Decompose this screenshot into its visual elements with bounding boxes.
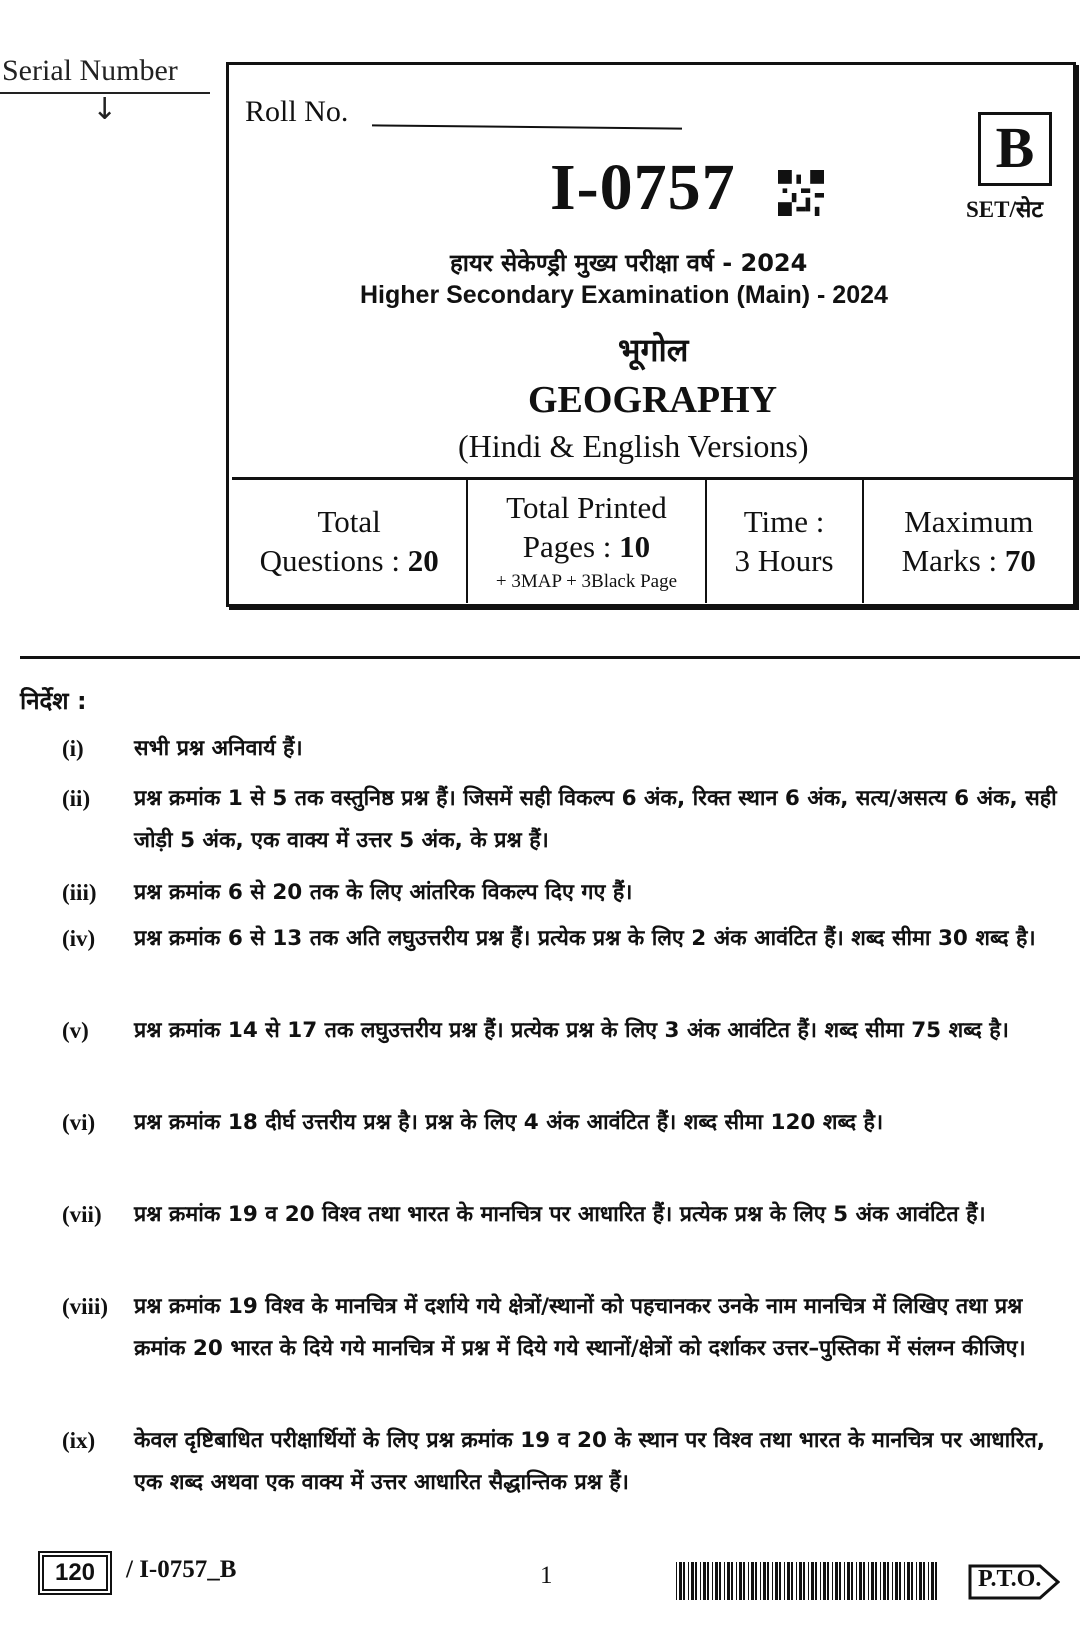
total-pages-row xyxy=(523,528,650,567)
instruction-number: (iv) xyxy=(62,926,96,951)
time-label: Time : xyxy=(743,503,825,539)
instruction-item xyxy=(62,728,1074,770)
instruction-text: प्रश्न क्रमांक 18 दीर्घ उत्तरीय प्रश्न है। प्रश्न के लिए 4 अंक आवंटित हैं। शब्द सीमा 120 शब्द है। xyxy=(134,1110,884,1135)
instruction-text: प्रश्न क्रमांक 6 से 13 तक अति लघुउत्तरीय प्रश्न हैं। प्रत्येक प्रश्न के लिए 2 अंक आवंटित हैं। शब्द सीमा 30 शब्द है। xyxy=(134,926,1036,951)
instruction-item xyxy=(62,1102,1074,1144)
set-label: SET/सेट xyxy=(966,197,1044,222)
time-value: 3 Hours xyxy=(734,542,834,578)
instruction-item xyxy=(62,1194,1074,1236)
instruction-text: प्रश्न क्रमांक 6 से 20 तक के लिए आंतरिक विकल्प दिए गए हैं। xyxy=(134,880,633,905)
max-marks-row xyxy=(902,542,1036,581)
instruction-number: (i) xyxy=(62,736,84,761)
set-badge: B xyxy=(978,112,1052,186)
total-questions-label: Total xyxy=(317,503,381,539)
instruction-item xyxy=(62,778,1074,862)
total-questions-label-2: Questions : xyxy=(259,542,400,578)
max-marks-value: 70 xyxy=(1004,542,1036,578)
barcode-icon xyxy=(676,1562,942,1600)
roll-number-label: Roll No. xyxy=(245,95,349,128)
footer-number-box: 120 xyxy=(42,1555,108,1591)
versions-note: (Hindi & English Versions) xyxy=(458,428,809,464)
total-questions-cell xyxy=(232,480,468,603)
instruction-number: (vii) xyxy=(62,1202,102,1227)
max-marks-label: Maximum xyxy=(904,503,1034,539)
instruction-item xyxy=(62,1010,1074,1052)
total-pages-label-2: Pages : xyxy=(522,528,612,564)
instruction-item xyxy=(62,918,1074,960)
instruction-number: (ii) xyxy=(62,786,91,811)
down-arrow-icon: ↓ xyxy=(92,92,118,127)
instruction-text: प्रश्न क्रमांक 19 व 20 विश्व तथा भारत के मानचित्र पर आधारित हैं। प्रत्येक प्रश्न के लिए 5 अंक आवंटित हैं। xyxy=(134,1202,986,1227)
instruction-number: (ix) xyxy=(62,1428,96,1453)
exam-title-english: Higher Secondary Examination (Main) - 2024 xyxy=(360,281,888,309)
instruction-item xyxy=(62,872,1074,914)
exam-title-hindi: हायर सेकेण्ड्री मुख्य परीक्षा वर्ष - 2024 xyxy=(450,249,808,277)
pto-label: P.T.O. xyxy=(978,1566,1042,1592)
section-divider xyxy=(20,656,1080,659)
page-number: 1 xyxy=(540,1562,553,1589)
instruction-text: सभी प्रश्न अनिवार्य हैं। xyxy=(134,736,303,761)
instruction-number: (vi) xyxy=(62,1110,96,1135)
max-marks-label-2: Marks : xyxy=(901,542,998,578)
subject-title-english: GEOGRAPHY xyxy=(528,379,778,421)
instruction-item xyxy=(62,1420,1074,1504)
total-questions-row xyxy=(260,542,439,581)
paper-code: I-0757 xyxy=(550,151,736,224)
instruction-text: प्रश्न क्रमांक 14 से 17 तक लघुउत्तरीय प्रश्न हैं। प्रत्येक प्रश्न के लिए 3 अंक आवंटित हैं। शब्द सीमा 75 शब्द है। xyxy=(134,1018,1009,1043)
qr-code-icon xyxy=(778,170,824,216)
instruction-text: केवल दृष्टिबाधित परीक्षार्थियों के लिए प्रश्न क्रमांक 19 व 20 के स्थान पर विश्व तथा भारत के मानचित्र पर आधारित, एक शब्द अथवा एक वाक्य में उत्तर आधारित सैद्धान्तिक प्रश्न हैं। xyxy=(134,1428,1045,1495)
instructions-heading: निर्देश : xyxy=(20,687,87,715)
total-pages-value: 10 xyxy=(619,528,651,564)
instruction-number: (v) xyxy=(62,1018,89,1043)
total-pages-extra: + 3MAP + 3Black Page xyxy=(495,571,678,593)
instruction-text: प्रश्न क्रमांक 19 विश्व के मानचित्र में दर्शाये गये क्षेत्रों/स्थानों को पहचानकर उनके नाम मानचित्र में लिखिए तथा प्रश्न क्रमांक 20 भारत के दिये गये मानचित्र में प्रश्न में दिये गये स्थानों/क्षेत्रों को दर्शाकर उत्तर–पुस्तिका में संलग्न कीजिए। xyxy=(134,1294,1026,1361)
total-questions-value: 20 xyxy=(407,542,439,578)
subject-title-hindi: भूगोल xyxy=(618,331,689,369)
exam-info-table xyxy=(232,477,1074,603)
total-pages-label: Total Printed xyxy=(506,489,667,525)
footer-paper-code: / I-0757_B xyxy=(126,1556,237,1583)
total-pages-cell xyxy=(468,480,706,603)
serial-number-label: Serial Number xyxy=(2,54,178,87)
instruction-text: प्रश्न क्रमांक 1 से 5 तक वस्तुनिष्ठ प्रश्न हैं। जिसमें सही विकल्प 6 अंक, रिक्त स्थान 6 अंक, सत्य/असत्य 6 अंक, सही जोड़ी 5 अंक, एक वाक्य में उत्तर 5 अंक, के प्रश्न हैं। xyxy=(134,786,1057,853)
time-cell xyxy=(707,480,864,603)
instruction-number: (viii) xyxy=(62,1294,108,1319)
instruction-item xyxy=(62,1286,1074,1370)
instruction-number: (iii) xyxy=(62,880,97,905)
max-marks-cell xyxy=(864,480,1074,603)
